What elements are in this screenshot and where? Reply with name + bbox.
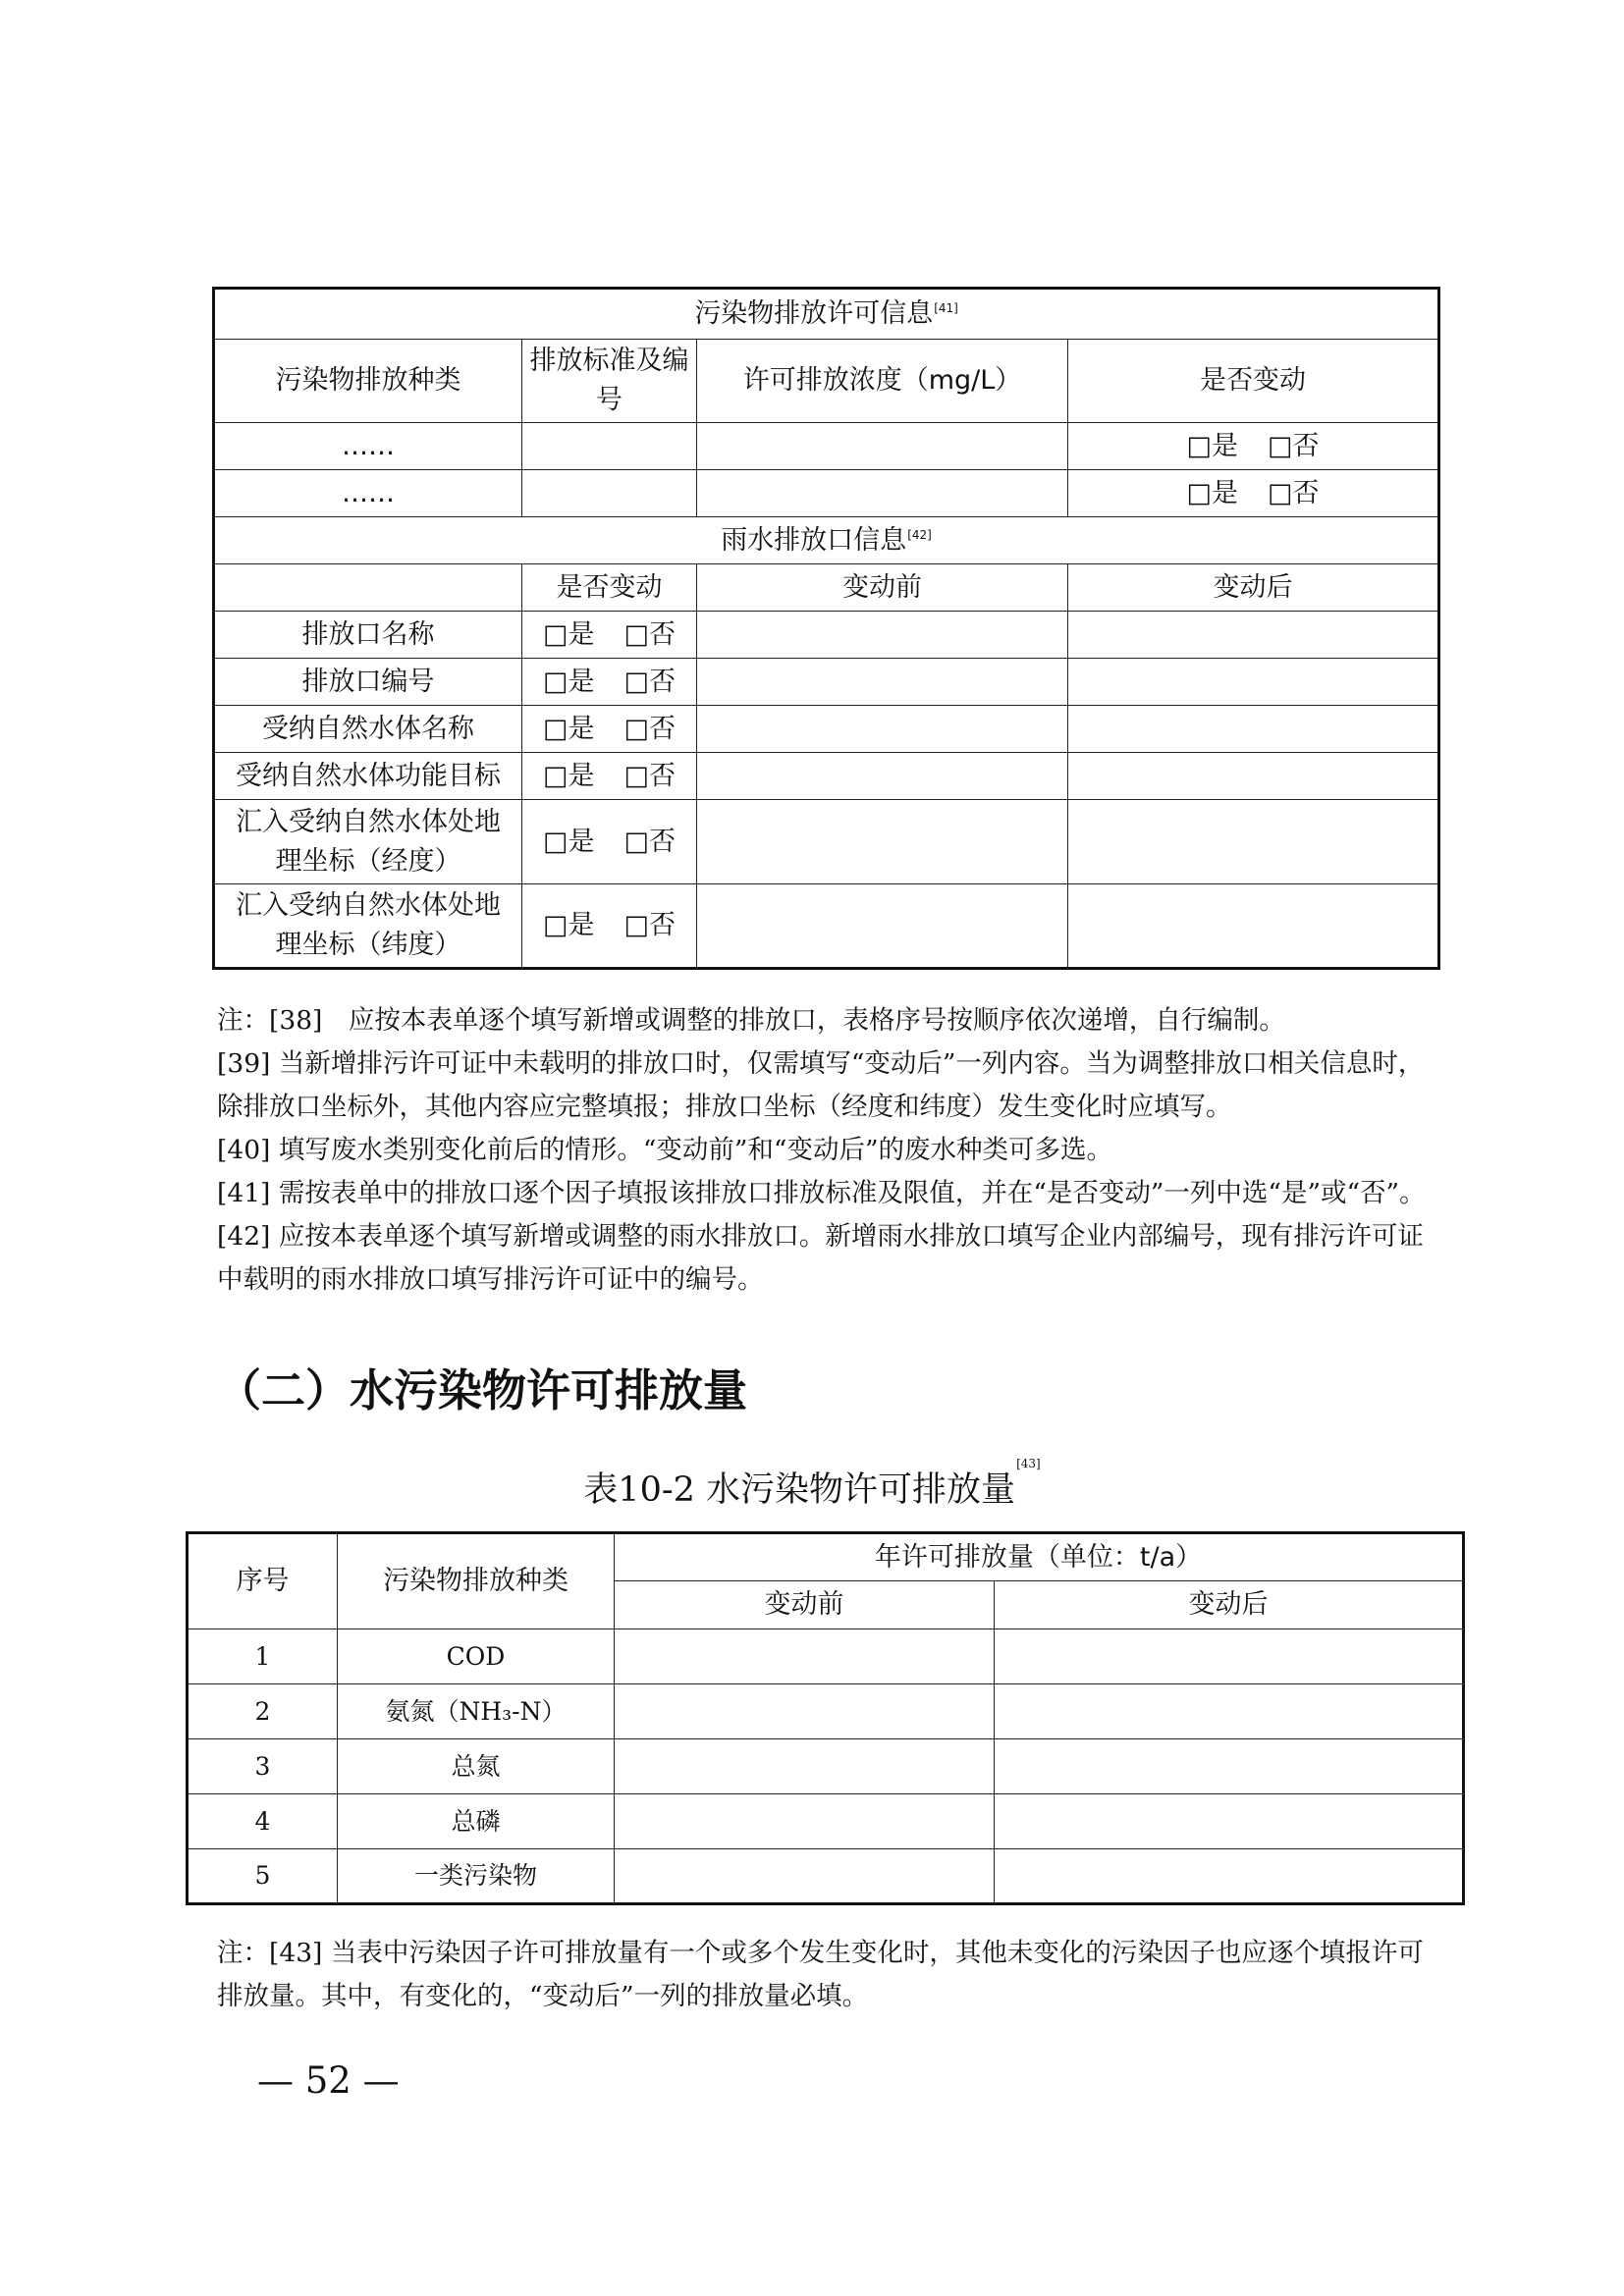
- empty-cell[interactable]: [1068, 612, 1439, 659]
- notes-block-1: [217, 999, 1435, 1302]
- empty-cell[interactable]: [615, 1849, 995, 1904]
- rain-row-label: 汇入受纳自然水体处地理坐标（经度）: [214, 800, 522, 884]
- yes-no-checkbox[interactable]: □是 □否: [522, 612, 697, 659]
- col-pollutant-type: 污染物排放种类: [338, 1533, 615, 1629]
- row-pollutant: 一类污染物: [338, 1849, 615, 1904]
- row-no: 4: [188, 1794, 338, 1849]
- rain-row-label: 排放口名称: [214, 612, 522, 659]
- empty-cell[interactable]: [615, 1684, 995, 1739]
- row-pollutant: 总磷: [338, 1794, 615, 1849]
- table-row: [188, 1684, 1464, 1739]
- rain-col-before: 变动前: [697, 564, 1068, 612]
- yes-no-checkbox[interactable]: □是 □否: [522, 659, 697, 706]
- ellipsis-cell: ……: [214, 470, 522, 517]
- table-row: [188, 1849, 1464, 1904]
- empty-cell[interactable]: [697, 470, 1068, 517]
- yes-no-checkbox[interactable]: □是 □否: [1068, 423, 1439, 470]
- note-42: [42] 应按本表单逐个填写新增或调整的雨水排放口。新增雨水排放口填写企业内部编号，现有排污许可证中载明的雨水排放口填写排污许可证中的编号。: [217, 1221, 1424, 1295]
- empty-cell[interactable]: [995, 1684, 1464, 1739]
- note-38: 注：[38] 应按本表单逐个填写新增或调整的排放口，表格序号按顺序依次递增，自行编制。: [217, 1005, 1285, 1036]
- empty-cell[interactable]: [995, 1794, 1464, 1849]
- rain-row-label: 受纳自然水体名称: [214, 706, 522, 753]
- row-no: 5: [188, 1849, 338, 1904]
- col-permitted-concentration: 许可排放浓度（mg/L）: [697, 340, 1068, 423]
- row-no: 3: [188, 1739, 338, 1794]
- wastewater-outlet-table: [212, 287, 1440, 970]
- pollutant-permit-header: 污染物排放许可信息[41]: [214, 289, 1439, 340]
- note-41: [41] 需按表单中的排放口逐个因子填报该排放口排放标准及限值，并在“是否变动”一列中选“是”或“否”。: [217, 1178, 1426, 1208]
- rain-row-label: 受纳自然水体功能目标: [214, 753, 522, 800]
- rain-outlet-header: 雨水排放口信息[42]: [214, 517, 1439, 564]
- empty-cell[interactable]: [995, 1849, 1464, 1904]
- notes-block-2: [217, 1932, 1435, 2018]
- yes-no-checkbox[interactable]: □是 □否: [522, 800, 697, 884]
- empty-cell[interactable]: [995, 1629, 1464, 1684]
- row-pollutant: COD: [338, 1629, 615, 1684]
- empty-cell[interactable]: [1068, 800, 1439, 884]
- row-no: 2: [188, 1684, 338, 1739]
- empty-cell[interactable]: [697, 612, 1068, 659]
- row-pollutant: 氨氮（NH₃-N）: [338, 1684, 615, 1739]
- col-standard: 排放标准及编号: [522, 340, 697, 423]
- empty-cell[interactable]: [522, 470, 697, 517]
- note-43: 注：[43] 当表中污染因子许可排放量有一个或多个发生变化时，其他未变化的污染因子也应逐个填报许可排放量。其中，有变化的，“变动后”一列的排放量必填。: [217, 1938, 1424, 2011]
- table-title: 表10-2 水污染物许可排放量[43]: [583, 1457, 1041, 1510]
- col-serial-no: 序号: [188, 1533, 338, 1629]
- section-title: （二）水污染物许可排放量: [217, 1364, 748, 1416]
- row-pollutant: 总氮: [338, 1739, 615, 1794]
- table-row: [188, 1739, 1464, 1794]
- empty-cell[interactable]: [615, 1629, 995, 1684]
- empty-cell[interactable]: [1068, 706, 1439, 753]
- col-after: 变动后: [995, 1581, 1464, 1629]
- rain-row-label: 汇入受纳自然水体处地理坐标（纬度）: [214, 884, 522, 969]
- empty-cell[interactable]: [697, 884, 1068, 969]
- note-39: [39] 当新增排污许可证中未载明的排放口时，仅需填写“变动后”一列内容。当为调整排放口相关信息时，除排放口坐标外，其他内容应完整填报；排放口坐标（经度和纬度）发生变化时应填写。: [217, 1048, 1425, 1122]
- empty-cell[interactable]: [615, 1739, 995, 1794]
- table-row: [188, 1629, 1464, 1684]
- empty-cell: [214, 564, 522, 612]
- empty-cell[interactable]: [522, 423, 697, 470]
- row-no: 1: [188, 1629, 338, 1684]
- empty-cell[interactable]: [1068, 884, 1439, 969]
- page-number: — 52 —: [257, 2059, 400, 2102]
- empty-cell[interactable]: [995, 1739, 1464, 1794]
- col-annual-permit-amount: 年许可排放量（单位：t/a）: [615, 1533, 1464, 1581]
- empty-cell[interactable]: [1068, 659, 1439, 706]
- empty-cell[interactable]: [697, 423, 1068, 470]
- rain-col-after: 变动后: [1068, 564, 1439, 612]
- col-changed: 是否变动: [1068, 340, 1439, 423]
- water-pollutant-permit-table: [186, 1531, 1465, 1905]
- ellipsis-cell: ……: [214, 423, 522, 470]
- empty-cell[interactable]: [697, 753, 1068, 800]
- col-pollutant-type: 污染物排放种类: [214, 340, 522, 423]
- empty-cell[interactable]: [615, 1794, 995, 1849]
- yes-no-checkbox[interactable]: □是 □否: [522, 706, 697, 753]
- yes-no-checkbox[interactable]: □是 □否: [1068, 470, 1439, 517]
- col-before: 变动前: [615, 1581, 995, 1629]
- empty-cell[interactable]: [697, 659, 1068, 706]
- rain-row-label: 排放口编号: [214, 659, 522, 706]
- table-row: [188, 1794, 1464, 1849]
- empty-cell[interactable]: [1068, 753, 1439, 800]
- rain-col-changed: 是否变动: [522, 564, 697, 612]
- note-40: [40] 填写废水类别变化前后的情形。“变动前”和“变动后”的废水种类可多选。: [217, 1135, 1113, 1165]
- empty-cell[interactable]: [697, 800, 1068, 884]
- empty-cell[interactable]: [697, 706, 1068, 753]
- yes-no-checkbox[interactable]: □是 □否: [522, 753, 697, 800]
- yes-no-checkbox[interactable]: □是 □否: [522, 884, 697, 969]
